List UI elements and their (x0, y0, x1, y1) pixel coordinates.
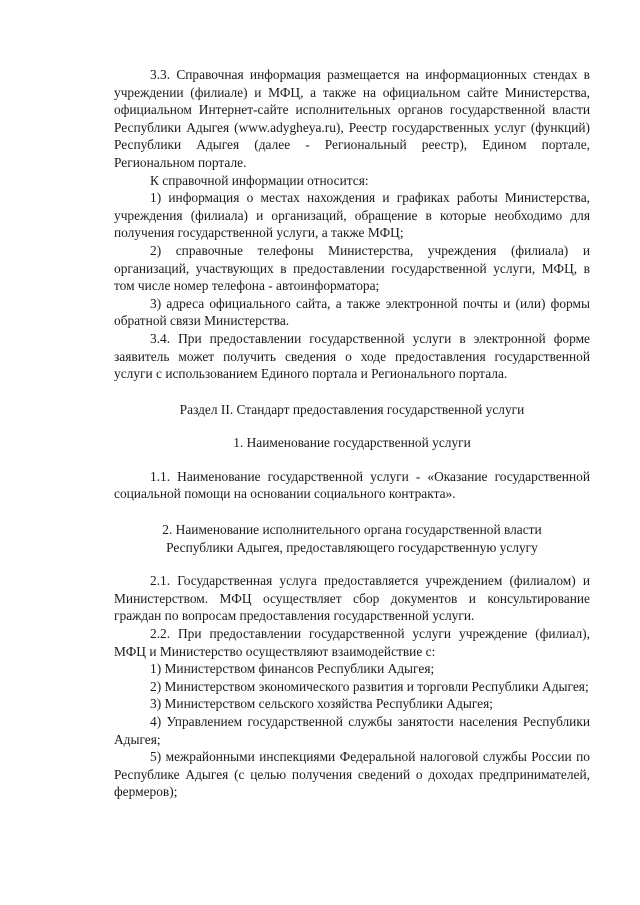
interaction-item-2: 2) Министерством экономического развития и торговли Республики Адыгея; (150, 678, 589, 694)
paragraph-2-2: 2.2. При предоставлении государственной услуги учреждение (филиал), МФЦ и Министерство осуществляют взаимодействие с: (114, 626, 590, 659)
paragraph-reference-info: К справочной информации относится: (150, 172, 369, 188)
paragraph-2-1: 2.1. Государственная услуга предоставляется учреждением (филиалом) и Министерством. МФЦ осуществляет сбор документов и консультирование граждан по вопросам предоставления государственной услуги. (114, 573, 590, 624)
interaction-item-4: 4) Управлением государственной службы занятости населения Республики Адыгея; (114, 714, 590, 747)
section-heading: Раздел II. Стандарт предоставления государственной услуги (179, 401, 525, 417)
paragraph-3-3: 3.3. Справочная информация размещается на информационных стендах в учреждении (филиале) и МФЦ, а также на официальном сайте Министерства, официальном Интернет-сайте исполнительных органов государственной власти Республики Адыгея (www.adygheya.ru), Реестр государственных услуг (функций) Республики Адыгея (далее - Региональный реестр), Едином портале, Региональном портале. (114, 67, 590, 170)
interaction-item-1: 1) Министерством финансов Республики Адыгея; (150, 661, 435, 677)
document-page (114, 66, 590, 801)
interaction-item-5: 5) межрайонными инспекциями Федеральной налоговой службы России по Республике Адыгея (с целью получения сведений о доходах предпринимателей, фермеров); (114, 749, 590, 800)
list-item-2: 2) справочные телефоны Министерства, учреждения (филиала) и организаций, участвующих в предоставлении государственной услуги, МФЦ, в том числе номер телефона - автоинформатора; (114, 242, 590, 294)
subheading-1: 1. Наименование государственной услуги (233, 435, 471, 451)
list-item-1: 1) информация о местах нахождения и графиках работы Министерства, учреждения (филиала) и организаций, обращение в которые необходимо для получения государственной услуги, а также МФЦ; (114, 190, 590, 241)
paragraph-3-4: 3.4. При предоставлении государственной услуги в электронной форме заявитель может получить сведения о ходе предоставления государственной услуги с использованием Единого портала и Регионального портала. (114, 330, 590, 382)
subheading-2 (114, 521, 590, 556)
list-item-3: 3) адреса официального сайта, а также электронной почты и (или) формы обратной связи Министерства. (114, 295, 590, 329)
paragraph-1-1: 1.1. Наименование государственной услуги - «Оказание государственной социальной помощи на основании социального контракта». (114, 468, 590, 502)
subheading-2-line-1: 2. Наименование исполнительного органа государственной власти (162, 522, 542, 538)
interaction-item-3: 3) Министерством сельского хозяйства Республики Адыгея; (150, 696, 494, 712)
subheading-2-line-2: Республики Адыгея, предоставляющего государственную услугу (166, 539, 538, 555)
